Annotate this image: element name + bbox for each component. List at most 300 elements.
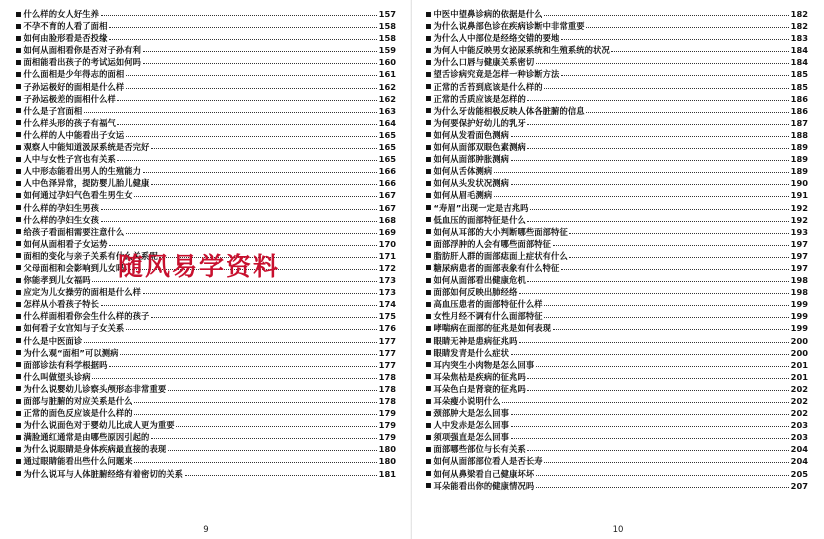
toc-entry[interactable] xyxy=(16,395,396,407)
toc-entry-page: 201 xyxy=(790,371,808,382)
toc-entry[interactable] xyxy=(426,371,808,383)
toc-leader-dots xyxy=(569,250,789,258)
toc-entry[interactable] xyxy=(426,81,808,93)
square-bullet-icon xyxy=(16,84,21,89)
toc-entry[interactable] xyxy=(426,68,808,80)
toc-list-left xyxy=(16,8,396,480)
toc-leader-dots xyxy=(502,395,789,403)
toc-leader-dots xyxy=(151,177,377,185)
square-bullet-icon xyxy=(426,253,431,258)
toc-leader-dots xyxy=(511,419,790,427)
page-folio-right: 10 xyxy=(612,525,624,535)
toc-leader-dots xyxy=(134,455,377,463)
toc-entry-page: 189 xyxy=(790,142,808,153)
toc-entry[interactable] xyxy=(16,68,396,80)
toc-entry[interactable] xyxy=(16,105,396,117)
toc-entry-page: 186 xyxy=(790,93,808,104)
toc-leader-dots xyxy=(176,419,377,427)
toc-entry-title: 如何从面相看你是否对子孙有利 xyxy=(23,45,142,56)
page-folio-left: 9 xyxy=(203,525,209,535)
square-bullet-icon xyxy=(426,48,431,53)
toc-leader-dots xyxy=(126,129,377,137)
toc-entry-title: 颈部肿大是怎么回事 xyxy=(433,408,510,419)
toc-entry[interactable] xyxy=(16,250,396,262)
square-bullet-icon xyxy=(16,145,21,150)
toc-entry-title: 眼睛发青是什么症状 xyxy=(433,347,510,358)
square-bullet-icon xyxy=(426,314,431,319)
toc-entry[interactable] xyxy=(426,165,808,177)
toc-entry-page: 200 xyxy=(790,335,808,346)
square-bullet-icon xyxy=(16,302,21,307)
toc-entry-page: 182 xyxy=(790,9,808,19)
toc-entry-page: 199 xyxy=(790,323,808,334)
toc-entry[interactable] xyxy=(426,298,808,310)
toc-leader-dots xyxy=(553,322,790,330)
toc-entry-page: 198 xyxy=(790,287,808,298)
toc-entry-title: 耳内突生小肉物是怎么回事 xyxy=(433,359,535,370)
toc-entry[interactable] xyxy=(16,189,396,201)
square-bullet-icon xyxy=(16,386,21,391)
toc-leader-dots xyxy=(143,165,378,173)
toc-entry-title: 高血压患者的面部特征什么样 xyxy=(433,299,543,310)
toc-entry-page: 191 xyxy=(790,190,808,201)
toc-entry[interactable] xyxy=(16,383,396,395)
toc-list-right xyxy=(426,8,808,492)
square-bullet-icon xyxy=(16,471,21,476)
toc-entry-title: 如何从面部部位看人是否长寿 xyxy=(433,456,543,467)
square-bullet-icon xyxy=(16,181,21,186)
square-bullet-icon xyxy=(426,399,431,404)
square-bullet-icon xyxy=(426,36,431,41)
toc-entry[interactable] xyxy=(16,226,396,238)
toc-entry-title: 正常的舌质应该是怎样的 xyxy=(433,93,526,104)
toc-entry[interactable] xyxy=(426,8,808,20)
toc-entry-page: 178 xyxy=(378,383,396,394)
square-bullet-icon xyxy=(16,314,21,319)
toc-entry-page: 193 xyxy=(790,226,808,237)
square-bullet-icon xyxy=(426,169,431,174)
toc-entry-page: 205 xyxy=(790,468,808,479)
toc-entry[interactable] xyxy=(426,153,808,165)
toc-entry[interactable] xyxy=(426,407,808,419)
toc-entry-title: “寿眉”出现一定是吉兆吗 xyxy=(433,202,529,213)
toc-entry-title: 中医中望鼻诊病的依据是什么 xyxy=(433,9,543,19)
toc-entry[interactable] xyxy=(16,165,396,177)
toc-entry-page: 177 xyxy=(378,359,396,370)
toc-entry[interactable] xyxy=(16,274,396,286)
toc-entry[interactable] xyxy=(16,214,396,226)
toc-entry-title: 子孙运极差的面相什么样 xyxy=(23,93,116,104)
toc-entry-title: 给孩子看面相需要注意什么 xyxy=(23,226,125,237)
toc-entry-title: 应定为儿女操劳的面相是什么样 xyxy=(23,287,142,298)
toc-entry-title: 为什么说耳与人体脏腑经络有着密切的关系 xyxy=(23,468,184,479)
toc-entry-title: 为什么说鼻部色诊在疾病诊断中非常重要 xyxy=(433,21,585,32)
toc-entry[interactable] xyxy=(16,431,396,443)
toc-entry[interactable] xyxy=(426,419,808,431)
toc-entry[interactable] xyxy=(426,335,808,347)
toc-entry-title: 眼睛无神是患病征兆吗 xyxy=(433,335,518,346)
toc-entry-title: 为何要保护好幼儿的乳牙 xyxy=(433,117,526,128)
toc-entry[interactable] xyxy=(16,81,396,93)
square-bullet-icon xyxy=(16,12,21,17)
square-bullet-icon xyxy=(426,265,431,270)
toc-entry-page: 180 xyxy=(378,456,396,467)
toc-entry-page: 162 xyxy=(378,81,396,92)
toc-entry-title: 如何从耳部的大小判断哪些面部特征 xyxy=(433,226,568,237)
toc-entry[interactable] xyxy=(16,177,396,189)
toc-entry[interactable] xyxy=(16,359,396,371)
toc-leader-dots xyxy=(143,56,378,64)
toc-leader-dots xyxy=(511,129,790,137)
square-bullet-icon xyxy=(16,157,21,162)
square-bullet-icon xyxy=(426,374,431,379)
toc-leader-dots xyxy=(117,93,377,101)
square-bullet-icon xyxy=(16,96,21,101)
toc-page-right xyxy=(412,0,824,539)
toc-leader-dots xyxy=(151,431,377,439)
toc-entry-page: 176 xyxy=(378,323,396,334)
toc-entry-title: 面部哪些部位与长有关系 xyxy=(433,444,526,455)
toc-entry-page: 166 xyxy=(378,166,396,177)
toc-leader-dots xyxy=(84,335,377,343)
toc-entry-page: 169 xyxy=(378,226,396,237)
toc-entry-page: 189 xyxy=(790,154,808,165)
square-bullet-icon xyxy=(426,350,431,355)
toc-entry-page: 162 xyxy=(378,93,396,104)
toc-leader-dots xyxy=(527,93,789,101)
toc-entry-page: 187 xyxy=(790,117,808,128)
toc-entry[interactable] xyxy=(426,214,808,226)
toc-leader-dots xyxy=(494,165,789,173)
toc-entry[interactable] xyxy=(426,177,808,189)
square-bullet-icon xyxy=(426,290,431,295)
toc-entry[interactable] xyxy=(426,310,808,322)
toc-leader-dots xyxy=(159,250,377,258)
toc-leader-dots xyxy=(511,177,790,185)
square-bullet-icon xyxy=(426,181,431,186)
toc-entry[interactable] xyxy=(426,347,808,359)
square-bullet-icon xyxy=(16,193,21,198)
toc-entry[interactable] xyxy=(16,371,396,383)
square-bullet-icon xyxy=(16,290,21,295)
toc-entry[interactable] xyxy=(426,395,808,407)
toc-leader-dots xyxy=(92,371,377,379)
toc-entry-title: 怎样从小看孩子特长 xyxy=(23,299,100,310)
square-bullet-icon xyxy=(16,423,21,428)
toc-leader-dots xyxy=(143,44,378,52)
toc-entry[interactable] xyxy=(426,105,808,117)
square-bullet-icon xyxy=(426,241,431,246)
toc-entry-title: 正常的舌苔到底该是什么样的 xyxy=(433,81,543,92)
toc-entry[interactable] xyxy=(16,153,396,165)
toc-entry[interactable] xyxy=(16,286,396,298)
toc-entry[interactable] xyxy=(426,286,808,298)
toc-leader-dots xyxy=(586,105,789,113)
toc-entry[interactable] xyxy=(16,347,396,359)
toc-entry[interactable] xyxy=(426,274,808,286)
toc-entry[interactable] xyxy=(426,262,808,274)
toc-entry-title: 面相能看出孩子的考试运如何吗 xyxy=(23,57,142,68)
toc-entry[interactable] xyxy=(426,20,808,32)
toc-entry-page: 163 xyxy=(378,105,396,116)
toc-entry[interactable] xyxy=(426,443,808,455)
toc-entry-page: 161 xyxy=(378,69,396,80)
toc-entry-page: 177 xyxy=(378,335,396,346)
toc-entry-title: 为什么口唇与健康关系密切 xyxy=(433,57,535,68)
toc-entry[interactable] xyxy=(16,262,396,274)
toc-entry-title: 什么是子宫面相 xyxy=(23,105,83,116)
square-bullet-icon xyxy=(16,435,21,440)
toc-entry[interactable] xyxy=(16,468,396,480)
toc-entry-page: 173 xyxy=(378,287,396,298)
square-bullet-icon xyxy=(16,120,21,125)
toc-entry[interactable] xyxy=(426,238,808,250)
toc-leader-dots xyxy=(527,141,789,149)
toc-entry-title: 父母面相和会影响到儿女吗 xyxy=(23,262,125,273)
toc-entry-title: 面相的变化与亲子关系有什么关系呢 xyxy=(23,250,158,261)
toc-entry-page: 181 xyxy=(378,468,396,479)
toc-entry[interactable] xyxy=(426,359,808,371)
toc-entry[interactable] xyxy=(426,468,808,480)
toc-leader-dots xyxy=(120,347,377,355)
toc-entry[interactable] xyxy=(426,202,808,214)
toc-entry[interactable] xyxy=(16,44,396,56)
square-bullet-icon xyxy=(426,24,431,29)
square-bullet-icon xyxy=(426,12,431,17)
toc-entry[interactable] xyxy=(426,226,808,238)
toc-entry[interactable] xyxy=(426,455,808,467)
toc-leader-dots xyxy=(126,68,377,76)
toc-entry-page: 192 xyxy=(790,214,808,225)
toc-entry-title: 为什么观“面相”可以测病 xyxy=(23,347,119,358)
toc-entry-page: 186 xyxy=(790,105,808,116)
toc-leader-dots xyxy=(561,32,789,40)
toc-entry-title: 如何通过孕妇气色看生男生女 xyxy=(23,190,133,201)
toc-entry[interactable] xyxy=(16,141,396,153)
toc-leader-dots xyxy=(544,455,789,463)
square-bullet-icon xyxy=(16,459,21,464)
toc-entry[interactable] xyxy=(426,32,808,44)
toc-leader-dots xyxy=(494,189,789,197)
toc-entry-page: 170 xyxy=(378,238,396,249)
toc-leader-dots xyxy=(536,56,789,64)
toc-entry-title: 耳朵焦枯是疾病的征兆吗 xyxy=(433,371,526,382)
square-bullet-icon xyxy=(426,132,431,137)
toc-leader-dots xyxy=(84,105,377,113)
toc-entry-title: 人中发赤是怎么回事 xyxy=(433,420,510,431)
toc-entry[interactable] xyxy=(16,238,396,250)
square-bullet-icon xyxy=(16,265,21,270)
toc-entry-page: 166 xyxy=(378,178,396,189)
square-bullet-icon xyxy=(16,48,21,53)
toc-leader-dots xyxy=(185,468,378,476)
square-bullet-icon xyxy=(16,411,21,416)
toc-leader-dots xyxy=(151,141,377,149)
toc-entry-page: 165 xyxy=(378,154,396,165)
square-bullet-icon xyxy=(426,338,431,343)
toc-entry-title: 为什么人中部位是经络交错的要地 xyxy=(433,33,560,44)
toc-leader-dots xyxy=(101,202,378,210)
toc-entry[interactable] xyxy=(16,298,396,310)
toc-entry[interactable] xyxy=(426,93,808,105)
toc-entry[interactable] xyxy=(16,20,396,32)
toc-entry-title: 耳朵能看出你的健康情况吗 xyxy=(433,480,535,491)
toc-entry-page: 178 xyxy=(378,396,396,406)
toc-entry-page: 183 xyxy=(790,33,808,44)
toc-entry-title: 通过眼睛能看出些什么问题来 xyxy=(23,456,133,467)
toc-leader-dots xyxy=(168,383,377,391)
toc-entry[interactable] xyxy=(426,141,808,153)
toc-entry-page: 199 xyxy=(790,299,808,310)
toc-entry-title: 须项强直是怎么回事 xyxy=(433,432,510,443)
toc-entry-title: 为什么说婴幼儿诊察头颅形态非常重要 xyxy=(23,383,167,394)
toc-entry-page: 164 xyxy=(378,117,396,128)
toc-entry-page: 160 xyxy=(378,57,396,68)
toc-entry-title: 如何由脸形看是否投缘 xyxy=(23,33,108,44)
square-bullet-icon xyxy=(426,84,431,89)
toc-entry-title: 满脸通红通常是由哪些原因引起的 xyxy=(23,432,150,443)
toc-entry-title: 望舌诊病究竟是怎样一种诊断方法 xyxy=(433,69,560,80)
square-bullet-icon xyxy=(426,120,431,125)
toc-entry-page: 203 xyxy=(790,432,808,443)
toc-entry-title: 如何从面相看子女运势 xyxy=(23,238,108,249)
toc-entry-title: 低血压的面部特征是什么 xyxy=(433,214,526,225)
toc-entry-title: 什么样的人中能看出子女运 xyxy=(23,129,125,140)
toc-entry-title: 观察人中能知道汲尿系统是否完好 xyxy=(23,142,150,153)
square-bullet-icon xyxy=(426,326,431,331)
toc-entry[interactable] xyxy=(426,117,808,129)
square-bullet-icon xyxy=(16,241,21,246)
toc-entry-page: 172 xyxy=(378,262,396,273)
toc-entry-page: 197 xyxy=(790,262,808,273)
toc-entry-title: 为何人中能反映男女泌尿系统和生殖系统的状况 xyxy=(433,45,610,56)
toc-entry-title: 面部与脏腑的对应关系是什么 xyxy=(23,396,133,406)
toc-entry[interactable] xyxy=(16,8,396,20)
square-bullet-icon xyxy=(426,217,431,222)
toc-entry-title: 什么样的孕妇生男孩 xyxy=(23,202,100,213)
toc-entry-page: 173 xyxy=(378,275,396,286)
toc-entry-page: 189 xyxy=(790,166,808,177)
toc-entry-page: 158 xyxy=(378,21,396,32)
toc-leader-dots xyxy=(536,468,789,476)
toc-entry[interactable] xyxy=(16,117,396,129)
toc-entry[interactable] xyxy=(16,310,396,322)
square-bullet-icon xyxy=(16,132,21,137)
square-bullet-icon xyxy=(426,302,431,307)
toc-entry[interactable] xyxy=(426,56,808,68)
toc-leader-dots xyxy=(126,262,377,270)
toc-entry-title: 什么样头形的孩子有福气 xyxy=(23,117,116,128)
toc-leader-dots xyxy=(536,480,789,488)
square-bullet-icon xyxy=(16,253,21,258)
toc-leader-dots xyxy=(143,286,378,294)
toc-entry-title: 你能孝到儿女福吗 xyxy=(23,275,91,286)
square-bullet-icon xyxy=(426,72,431,77)
toc-entry[interactable] xyxy=(426,189,808,201)
toc-entry-title: 如何从面部看出健康危机 xyxy=(433,275,526,286)
toc-entry[interactable] xyxy=(16,56,396,68)
toc-entry-title: 哮喘病在面部的征兆是如何表现 xyxy=(433,323,552,334)
toc-entry-title: 为什么说眼睛是身体疾病最直接的表现 xyxy=(23,444,167,455)
toc-entry-page: 165 xyxy=(378,142,396,153)
toc-entry-page: 158 xyxy=(378,33,396,44)
toc-entry[interactable] xyxy=(16,129,396,141)
toc-entry[interactable] xyxy=(426,480,808,492)
square-bullet-icon xyxy=(426,145,431,150)
toc-entry-page: 182 xyxy=(790,21,808,32)
toc-entry-title: 什么是中医面诊 xyxy=(23,335,83,346)
square-bullet-icon xyxy=(16,205,21,210)
toc-entry-page: 184 xyxy=(790,57,808,68)
toc-entry[interactable] xyxy=(16,32,396,44)
toc-entry[interactable] xyxy=(16,407,396,419)
toc-entry[interactable] xyxy=(16,202,396,214)
toc-leader-dots xyxy=(553,238,790,246)
toc-leader-dots xyxy=(109,32,377,40)
toc-entry-title: 如何看子女宫知与子女关系 xyxy=(23,323,125,334)
square-bullet-icon xyxy=(16,447,21,452)
toc-entry-title: 面部浮肿的人会有哪些面部特征 xyxy=(433,238,552,249)
toc-entry-page: 198 xyxy=(790,275,808,286)
square-bullet-icon xyxy=(426,435,431,440)
square-bullet-icon xyxy=(426,278,431,283)
toc-entry[interactable] xyxy=(16,419,396,431)
toc-entry[interactable] xyxy=(426,250,808,262)
toc-leader-dots xyxy=(511,407,790,415)
toc-entry-page: 177 xyxy=(378,347,396,358)
toc-entry-title: 如何从鼻梁看自己健康坏坏 xyxy=(433,468,535,479)
square-bullet-icon xyxy=(16,229,21,234)
toc-entry-page: 168 xyxy=(378,214,396,225)
toc-leader-dots xyxy=(530,202,789,210)
square-bullet-icon xyxy=(426,483,431,488)
square-bullet-icon xyxy=(426,96,431,101)
toc-entry[interactable] xyxy=(426,431,808,443)
toc-entry-page: 159 xyxy=(378,45,396,56)
square-bullet-icon xyxy=(16,399,21,404)
toc-leader-dots xyxy=(117,117,377,125)
square-bullet-icon xyxy=(426,60,431,65)
toc-entry[interactable] xyxy=(16,335,396,347)
toc-leader-dots xyxy=(101,214,378,222)
toc-entry-page: 199 xyxy=(790,311,808,322)
toc-leader-dots xyxy=(134,407,377,415)
toc-entry[interactable] xyxy=(16,322,396,334)
toc-leader-dots xyxy=(126,226,377,234)
toc-leader-dots xyxy=(561,68,789,76)
toc-entry[interactable] xyxy=(426,322,808,334)
toc-entry-title: 脂肪肝人群的面部痣面上症状有什么 xyxy=(433,250,568,261)
square-bullet-icon xyxy=(426,193,431,198)
toc-entry-page: 188 xyxy=(790,129,808,140)
square-bullet-icon xyxy=(16,326,21,331)
toc-leader-dots xyxy=(611,44,789,52)
square-bullet-icon xyxy=(426,471,431,476)
toc-entry[interactable] xyxy=(16,455,396,467)
toc-entry-title: 糖尿病患者的面部表象有什么特征 xyxy=(433,262,560,273)
toc-entry[interactable] xyxy=(426,129,808,141)
toc-entry[interactable] xyxy=(16,93,396,105)
toc-entry-page: 197 xyxy=(790,250,808,261)
toc-leader-dots xyxy=(544,8,789,16)
square-bullet-icon xyxy=(426,157,431,162)
toc-entry[interactable] xyxy=(16,443,396,455)
toc-entry[interactable] xyxy=(426,44,808,56)
toc-entry[interactable] xyxy=(426,383,808,395)
toc-entry-title: 面部如何反映出肺经络 xyxy=(433,287,518,298)
toc-leader-dots xyxy=(527,274,789,282)
toc-entry-title: 什么样的孕妇生女孩 xyxy=(23,214,100,225)
